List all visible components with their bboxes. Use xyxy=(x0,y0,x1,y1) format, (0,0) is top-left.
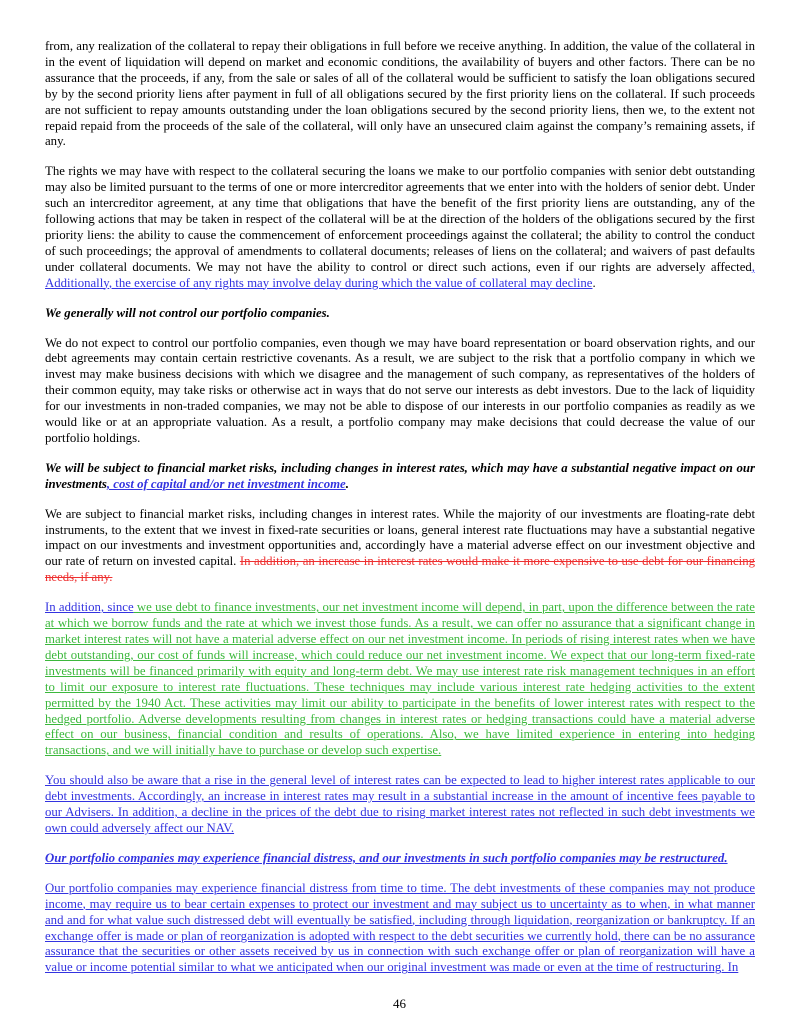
text-run: Our portfolio companies may experience financial distress from time to time. The debt investments of these companies may not produce income, may require us to bear certain expenses to protect our investment and may subject us to uncertainty as to when, in what manner and and for what value such distressed debt will eventually be satisfied, including through liquidation, reorganization or bankruptcy. If an exchange offer is made or plan of reorganization is adopted with respect to the debt securities we currently hold, there can be no assurance assurance that the securities or other assets received by us in connection with such exchange offer or plan of reorganization will have a value or income potential similar to what we anticipated when our original investment was made or even at the time of restructuring. In xyxy=(45,880,755,975)
paragraph xyxy=(45,39,755,150)
text-run: , Additionally, the exercise of any rights may involve delay during which the value of collateral may decline xyxy=(45,259,755,290)
paragraph xyxy=(45,164,755,291)
text-run: We generally will not control our portfolio companies. xyxy=(45,305,330,320)
text-run: We will be subject to financial market risks, including changes in interest rates, which may have a substantial negative impact on our investments xyxy=(45,460,755,491)
text-run: . xyxy=(345,476,349,491)
text-run: , cost of capital and/or net investment income xyxy=(106,476,346,491)
page-number: 46 xyxy=(393,996,406,1011)
section-heading xyxy=(45,461,755,493)
paragraph xyxy=(45,336,755,447)
text-run: from, any realization of the collateral to repay their obligations in full before we receive anything. In addition, the value of the collateral in in the event of liquidation will depend on market and economic conditions, the availability of buyers and other factors. There can be no assurance that the proceeds, if any, from the sale or sales of all of the collateral would be sufficient to satisfy the loan obligations secured by by the second priority liens after payment in full of all obligations secured by the first priority liens on the collateral. If such proceeds are not sufficient to repay amounts outstanding under the loan obligations secured by the second priority liens, then we, to the extent not repaid repaid from the proceeds of the sale of the collateral, will only have an unsecured claim against the company’s remaining assets, if any. xyxy=(45,39,755,149)
text-run: You should also be aware that a rise in the general level of interest rates can be expected to lead to higher interest rates applicable to our debt investments. Accordingly, an increase in interest rates may result in a substantial increase in the amount of incentive fees payable to our Advisers. In addition, a decline in the prices of the debt due to rising market interest rates not reflected in such debt investments we own could adversely affect our NAV. xyxy=(45,773,755,835)
section-heading xyxy=(45,306,755,322)
text-run: we use debt to finance investments, our net investment income will depend, in part, upon the difference between the rate at which we borrow funds and the rate at which we invest those funds. As a result, we can offer no assurance that a significant change in market interest rates will not have a material adverse effect on our net investment income. In periods of rising interest rates when we have debt outstanding, our cost of funds will increase, which could reduce our net investment income. We expect that our long-term fixed-rate investments will be financed primarily with equity and long-term debt. We may use interest rate risk management techniques in an effort to limit our exposure to interest rate fluctuations. These techniques may include various interest rate hedging activities to the extent permitted by the 1940 Act. These activities may limit our ability to participate in the benefits of lower interest rates with respect to the hedged portfolio. Adverse developments resulting from changes in interest rates or hedging transactions could have a material adverse effect on our business, financial condition and results of operations. Also, we have limited experience in entering into hedging transactions, and we will initially have to purchase or develop such expertise. xyxy=(45,600,755,758)
text-run: Our portfolio companies may experience financial distress, and our investments in such portfolio companies may be restructured. xyxy=(45,850,728,865)
paragraph xyxy=(45,773,755,837)
paragraph xyxy=(45,881,755,976)
text-run: In addition, since xyxy=(45,600,134,615)
page-footer xyxy=(0,996,799,1012)
paragraph xyxy=(45,600,755,759)
document-body xyxy=(45,39,755,990)
text-run: The rights we may have with respect to the collateral securing the loans we make to our portfolio companies with senior debt outstanding may also be limited pursuant to the terms of one or more intercreditor agreements that we enter into with the holders of senior debt. Under such an intercreditor agreement, at any time that obligations that have the benefit of the first priority liens are outstanding, any of the following actions that may be taken in respect of the collateral will be at the direction of the holders of the obligations secured by the first priority liens: the ability to cause the commencement of enforcement proceedings against the collateral; the ability to control the conduct of such proceedings; the approval of amendments to collateral documents; releases of liens on the collateral; and waivers of past defaults under collateral documents. We may not have the ability to control or direct such actions, even if our rights are adversely affected xyxy=(45,164,755,274)
text-run: We do not expect to control our portfolio companies, even though we may have board representation or board observation rights, and our debt agreements may contain certain restrictive covenants. As a result, we are subject to the risk that a portfolio company in which we invest may make business decisions with which we disagree and the management of such company, as representatives of the holders of their common equity, may take risks or otherwise act in ways that do not serve our interests as debt investors. Due to the lack of liquidity for our investments in non-traded companies, we may not be able to dispose of our interests in our portfolio companies as readily as we would like or at an appropriate valuation. As a result, a portfolio company may make decisions that could decrease the value of our portfolio holdings. xyxy=(45,335,755,445)
text-run: In addition, an increase in interest rates would make it more expensive to use debt for our financing needs, if any. xyxy=(45,554,755,585)
paragraph xyxy=(45,507,755,587)
section-heading xyxy=(45,851,755,867)
text-run: We are subject to financial market risks, including changes in interest rates. While the majority of our investments are floating-rate debt instruments, to the extent that we invest in fixed-rate securities or loans, general interest rate fluctuations may have a substantial negative impact on our investments and investment opportunities and, accordingly have a material adverse effect on our investment objective and our rate of return on invested capital. xyxy=(45,506,755,569)
text-run: . xyxy=(592,275,596,290)
